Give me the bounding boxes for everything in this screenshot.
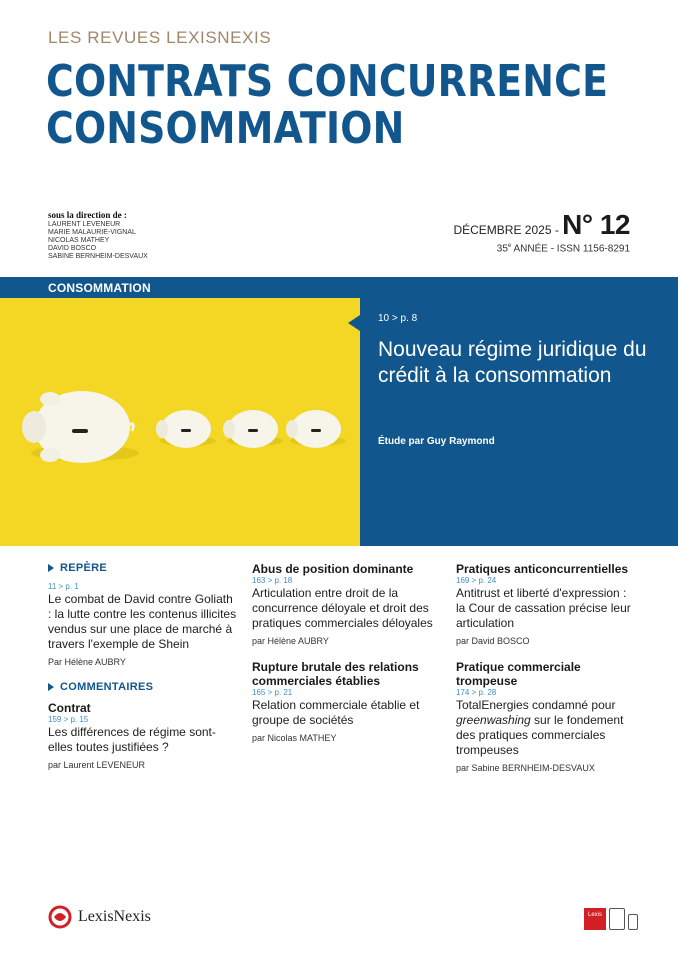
article-ref: 165 > p. 21: [252, 688, 293, 697]
lexisnexis-logo: [48, 905, 151, 929]
triangle-icon: [48, 564, 54, 572]
article-author: par Nicolas MATHEY: [252, 733, 337, 743]
column-right: [456, 562, 636, 787]
issue-date: DÉCEMBRE 2025 -: [453, 223, 563, 237]
article-rupture[interactable]: [252, 660, 442, 743]
lexis-badge-icon: Lexis: [584, 908, 606, 930]
direction-lead: sous la direction de :: [48, 210, 127, 220]
issue-info: [453, 209, 630, 254]
article-category: Pratique commerciale trompeuse: [456, 660, 581, 688]
director-name: LAURENT LEVENEUR: [48, 221, 121, 228]
journal-title: [46, 58, 608, 152]
piggy-banks-image: [0, 277, 360, 546]
director-name: NICOLAS MATHEY: [48, 237, 110, 244]
feature-author: Étude par Guy Raymond: [378, 436, 495, 447]
phone-icon: [628, 914, 638, 930]
article-category: Abus de position dominante: [252, 562, 414, 576]
section-tag: CONSOMMATION: [0, 277, 360, 298]
digital-edition-badge: [584, 908, 638, 930]
article-ref: 159 > p. 15: [48, 715, 89, 724]
article-repere[interactable]: [48, 582, 238, 667]
article-trompeuse[interactable]: [456, 660, 636, 773]
director-name: SABINE BERNHEIM-DESVAUX: [48, 253, 148, 260]
article-contrat[interactable]: [48, 701, 238, 770]
panel-pointer: [348, 315, 360, 331]
brand-name: LexisNexis: [78, 908, 151, 925]
article-title: Les différences de régime sont-elles toutes justifiées ?: [48, 725, 216, 754]
article-title: TotalEnergies condamné pour greenwashing sur le fondement des pratiques commerciales trompeuses: [456, 698, 624, 757]
article-category: Pratiques anticoncurrentielles: [456, 562, 629, 576]
feature-panel: [360, 277, 678, 546]
section-heading-repere: REPÈRE: [48, 562, 238, 574]
column-left: [48, 562, 238, 784]
editorial-direction: [48, 211, 148, 261]
article-author: par Sabine BERNHEIM-DESVAUX: [456, 763, 595, 773]
journal-title-line-2: CONSOMMATION: [46, 103, 405, 154]
article-author: par David BOSCO: [456, 636, 530, 646]
article-ref: 163 > p. 18: [252, 576, 293, 585]
cover-feature: [0, 277, 678, 546]
article-author: par Hélène AUBRY: [252, 636, 329, 646]
article-title: Articulation entre droit de la concurrence déloyale et droit des pratiques commerciales déloyales: [252, 586, 433, 630]
column-middle: [252, 562, 442, 757]
series-name: LES REVUES LEXISNEXIS: [48, 28, 272, 47]
article-title: Relation commerciale établie et groupe de sociétés: [252, 698, 420, 727]
article-abus[interactable]: [252, 562, 442, 646]
article-author: Par Hélène AUBRY: [48, 657, 126, 667]
article-ref: 11 > p. 1: [48, 582, 79, 591]
article-ref: 169 > p. 24: [456, 576, 497, 585]
triangle-icon: [48, 683, 54, 691]
issue-number: N° 12: [562, 209, 630, 240]
article-title: Antitrust et liberté d'expression : la Cour de cassation précise leur articulation: [456, 586, 631, 630]
piggy-banks-illustration: [0, 277, 360, 546]
director-name: MARIE MALAURIE-VIGNAL: [48, 229, 136, 236]
article-pratiques[interactable]: [456, 562, 636, 646]
director-name: DAVID BOSCO: [48, 245, 97, 252]
article-ref: 174 > p. 28: [456, 688, 497, 697]
article-author: par Laurent LEVENEUR: [48, 760, 146, 770]
tablet-icon: [609, 908, 625, 930]
feature-ref: 10 > p. 8: [378, 313, 418, 324]
section-heading-commentaires: COMMENTAIRES: [48, 681, 238, 693]
journal-title-line-1: CONTRATS CONCURRENCE: [46, 56, 609, 107]
article-category: Contrat: [48, 701, 91, 715]
article-title: Le combat de David contre Goliath : la lutte contre les contenus illicites vendus sur une place de marché à travers l'exemple de Shein: [48, 592, 237, 651]
lexisnexis-emblem-icon: [48, 905, 72, 929]
feature-title: Nouveau régime juridique du crédit à la consommation: [378, 338, 647, 387]
issue-year-issn: 35e ANNÉE - ISSN 1156-8291: [496, 243, 630, 255]
article-category: Rupture brutale des relations commerciales établies: [252, 660, 419, 688]
